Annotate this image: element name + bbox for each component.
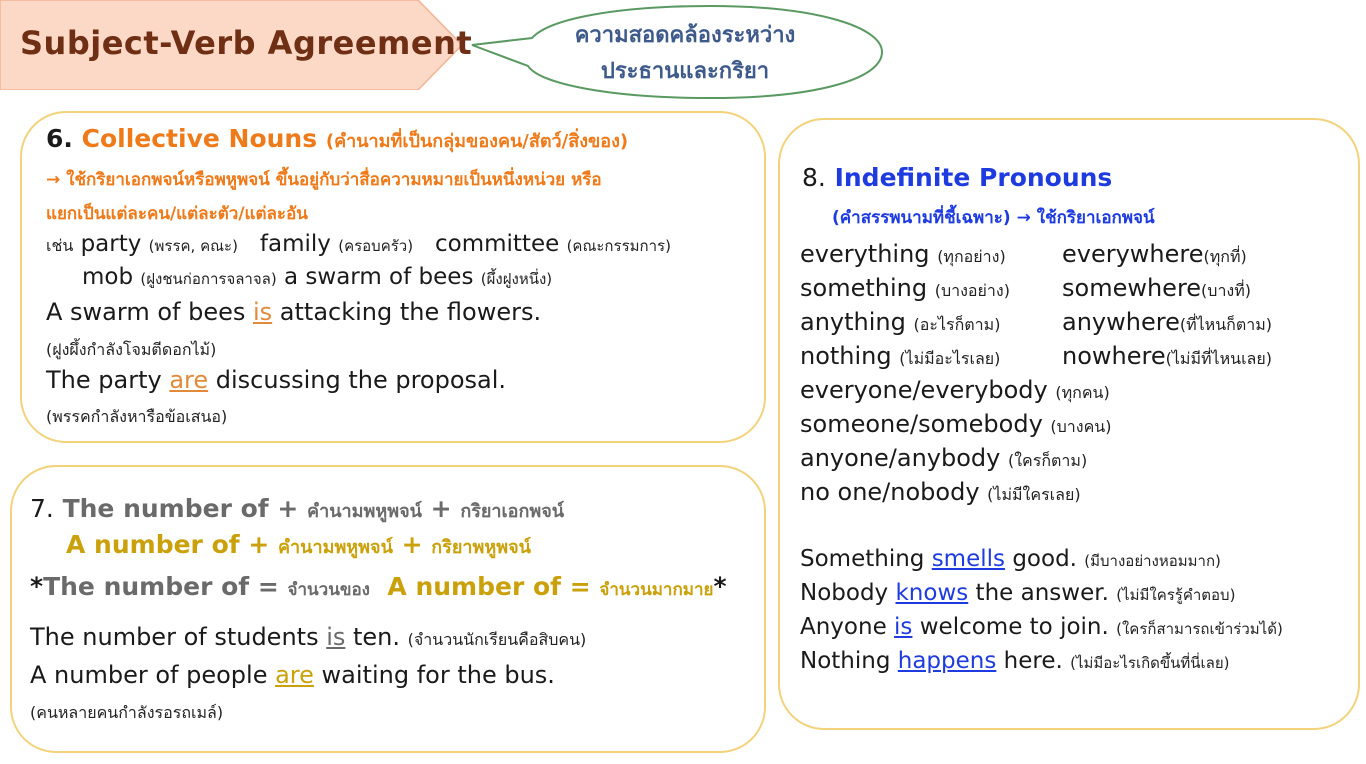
pronoun-word: no one/nobody (800, 478, 980, 506)
sentence-translation: (ไม่มีอะไรเกิดขึ้นที่นี่เลย) (1070, 654, 1230, 672)
verb-highlight: happens (897, 648, 997, 674)
pronoun-row (800, 342, 1000, 372)
section7-note (30, 572, 727, 603)
section6-heading-line (46, 124, 628, 155)
example-sentence (800, 614, 1283, 641)
example-sentence (800, 648, 1230, 675)
pronoun-row (1062, 274, 1251, 304)
sentence-text: here. (996, 648, 1063, 674)
pronoun-translation: (ไม่มีใครเลย) (987, 485, 1081, 504)
section6-sentence1-th: (ฝูงผึ้งกำลังโจมตีดอกไม้) (46, 340, 217, 359)
sentence-text: The number of students (30, 623, 327, 651)
section8-subheading: (คำสรรพนามที่ชี้เฉพาะ) → ใช้กริยาเอกพจน์ (832, 208, 1155, 228)
example-translation: (ครอบครัว) (338, 237, 414, 255)
section7-rule-a-th2: กริยาเอกพจน์ (460, 501, 565, 522)
pronoun-row (800, 376, 1110, 406)
pronoun-word: nowhere (1062, 342, 1166, 370)
section7-rule-b-th2: กริยาพหูพจน์ (431, 537, 531, 558)
pronoun-word: something (800, 274, 928, 302)
pronoun-word: someone/somebody (800, 410, 1043, 438)
section6-sentence1 (46, 298, 541, 326)
example-sentence (800, 580, 1235, 607)
section7-rule-a-th1: คำนามพหูพจน์ (307, 501, 422, 522)
example-word: a swarm of bees (284, 264, 474, 290)
pronoun-translation: (ไม่มีที่ไหนเลย) (1165, 349, 1272, 368)
sentence-translation: (มีบางอย่างหอมมาก) (1084, 552, 1221, 570)
section6-sentence2-th: (พรรคกำลังหารือข้อเสนอ) (46, 407, 228, 426)
pronoun-translation: (ทุกที่) (1203, 247, 1247, 266)
example-translation: (ผึ้งฝูงหนึ่ง) (480, 270, 553, 288)
example-translation: (พรรค, คณะ) (148, 237, 238, 255)
verb-highlight: smells (931, 546, 1006, 572)
section7-line2 (66, 530, 531, 561)
sentence-text: good. (1005, 546, 1077, 572)
pronoun-word: anything (800, 308, 906, 336)
sentence-text: A swarm of bees (46, 298, 253, 326)
pronoun-row (800, 240, 1006, 270)
pronoun-translation: (ทุกอย่าง) (937, 247, 1006, 266)
sentence-translation: (ใครก็สามารถเข้าร่วมได้) (1116, 620, 1283, 638)
section6-rule-line2: แยกเป็นแต่ละคน/แต่ละตัว/แต่ละอัน (46, 204, 308, 224)
pronoun-row (1062, 240, 1247, 270)
bubble-text (545, 18, 825, 90)
sentence-text: attacking the flowers. (272, 298, 542, 326)
pronoun-word: everywhere (1062, 240, 1204, 268)
pronoun-word: somewhere (1062, 274, 1202, 302)
section7-line1 (30, 494, 564, 525)
sentence-text: discussing the proposal. (208, 366, 507, 394)
sentence-text: Nothing (800, 648, 898, 674)
pronoun-row (800, 410, 1111, 440)
example-word: mob (82, 264, 134, 290)
note-a: The number of = (43, 572, 279, 601)
sentence-text: waiting for the bus. (313, 661, 555, 689)
section8-number: 8. (802, 163, 826, 192)
section7-sentence2-th: (คนหลายคนกำลังรอรถเมล์) (30, 703, 224, 722)
pronoun-translation: (บางอย่าง) (934, 281, 1010, 300)
section8-heading-line (802, 163, 1112, 192)
sentence-text: The party (46, 366, 170, 394)
verb-highlight: is (253, 298, 273, 326)
pronoun-word: everyone/everybody (800, 376, 1048, 404)
section7-rule-b-th1: คำนามพหูพจน์ (278, 537, 393, 558)
star-mark: * (30, 572, 44, 601)
section7-rule-b: A number of + (66, 530, 270, 559)
verb-highlight: are (275, 661, 314, 689)
pronoun-row (800, 308, 1000, 338)
pronoun-translation: (ที่ไหนก็ตาม) (1179, 315, 1273, 334)
verb-highlight: is (326, 623, 346, 651)
section8-heading: Indefinite Pronouns (834, 163, 1113, 192)
note-b: A number of = (387, 572, 591, 601)
note-b-th: จำนวนมากมาย (599, 580, 714, 600)
pronoun-translation: (ไม่มีอะไรเลย) (899, 349, 1001, 368)
sentence-text: the answer. (968, 580, 1109, 606)
bubble-line-2: ประธานและกริยา (600, 59, 770, 84)
section6-number: 6. (46, 124, 73, 153)
sentence-text: A number of people (30, 661, 276, 689)
plus-sign: + (430, 494, 452, 523)
eg-label: เช่น (46, 236, 74, 255)
pronoun-row (1062, 308, 1272, 338)
pronoun-translation: (ใครก็ตาม) (1007, 451, 1088, 470)
verb-highlight: are (169, 366, 209, 394)
section6-heading: Collective Nouns (81, 124, 318, 153)
pronoun-row (800, 274, 1010, 304)
section7-rule-a: The number of + (62, 494, 299, 523)
pronoun-word: anyone/anybody (800, 444, 1001, 472)
section7-sentence1 (30, 623, 586, 653)
section6-examples-row1 (46, 231, 671, 259)
example-translation: (คณะกรรมการ) (566, 237, 671, 255)
pronoun-row (800, 444, 1087, 474)
section7-sentence2 (30, 661, 555, 689)
section7-number: 7. (30, 494, 54, 523)
sentence-text: Nobody (800, 580, 896, 606)
pronoun-word: nothing (800, 342, 892, 370)
plus-sign: + (401, 530, 423, 559)
example-word: family (259, 231, 331, 257)
sentence-text: Anyone (800, 614, 895, 640)
pronoun-translation: (บางที่) (1201, 281, 1252, 300)
pronoun-row (800, 478, 1081, 508)
sentence-text: Something (800, 546, 932, 572)
section6-rule-line1: → ใช้กริยาเอกพจน์หรือพหูพจน์ ขึ้นอยู่กับว่าสื่อความหมายเป็นหนึ่งหน่วย หรือ (46, 170, 602, 190)
pronoun-translation: (อะไรก็ตาม) (913, 315, 1001, 334)
verb-highlight: is (894, 614, 913, 640)
sentence-translation: (ไม่มีใครรู้คำตอบ) (1116, 586, 1236, 604)
pronoun-row (1062, 342, 1272, 372)
example-sentence (800, 546, 1221, 573)
pronoun-translation: (ทุกคน) (1055, 383, 1110, 402)
bubble-line-1: ความสอดคล้องระหว่าง (574, 23, 796, 48)
star-mark: * (713, 572, 727, 601)
pronoun-word: anywhere (1062, 308, 1180, 336)
sentence-text: welcome to join. (912, 614, 1109, 640)
page-title: Subject-Verb Agreement (20, 24, 473, 62)
sentence-translation: (จำนวนนักเรียนคือสิบคน) (407, 630, 587, 649)
pronoun-translation: (บางคน) (1050, 417, 1112, 436)
example-translation: (ฝูงชนก่อการจลาจล) (140, 270, 277, 288)
pronoun-word: everything (800, 240, 930, 268)
sentence-text: ten. (345, 623, 401, 651)
example-word: committee (435, 231, 560, 257)
section6-heading-th: (คำนามที่เป็นกลุ่มของคน/สัตว์/สิ่งของ) (325, 131, 629, 152)
example-word: party (80, 231, 142, 257)
verb-highlight: knows (895, 580, 969, 606)
section6-examples-row2 (82, 264, 552, 291)
section6-sentence2 (46, 366, 506, 394)
note-a-th: จำนวนของ (287, 580, 370, 600)
